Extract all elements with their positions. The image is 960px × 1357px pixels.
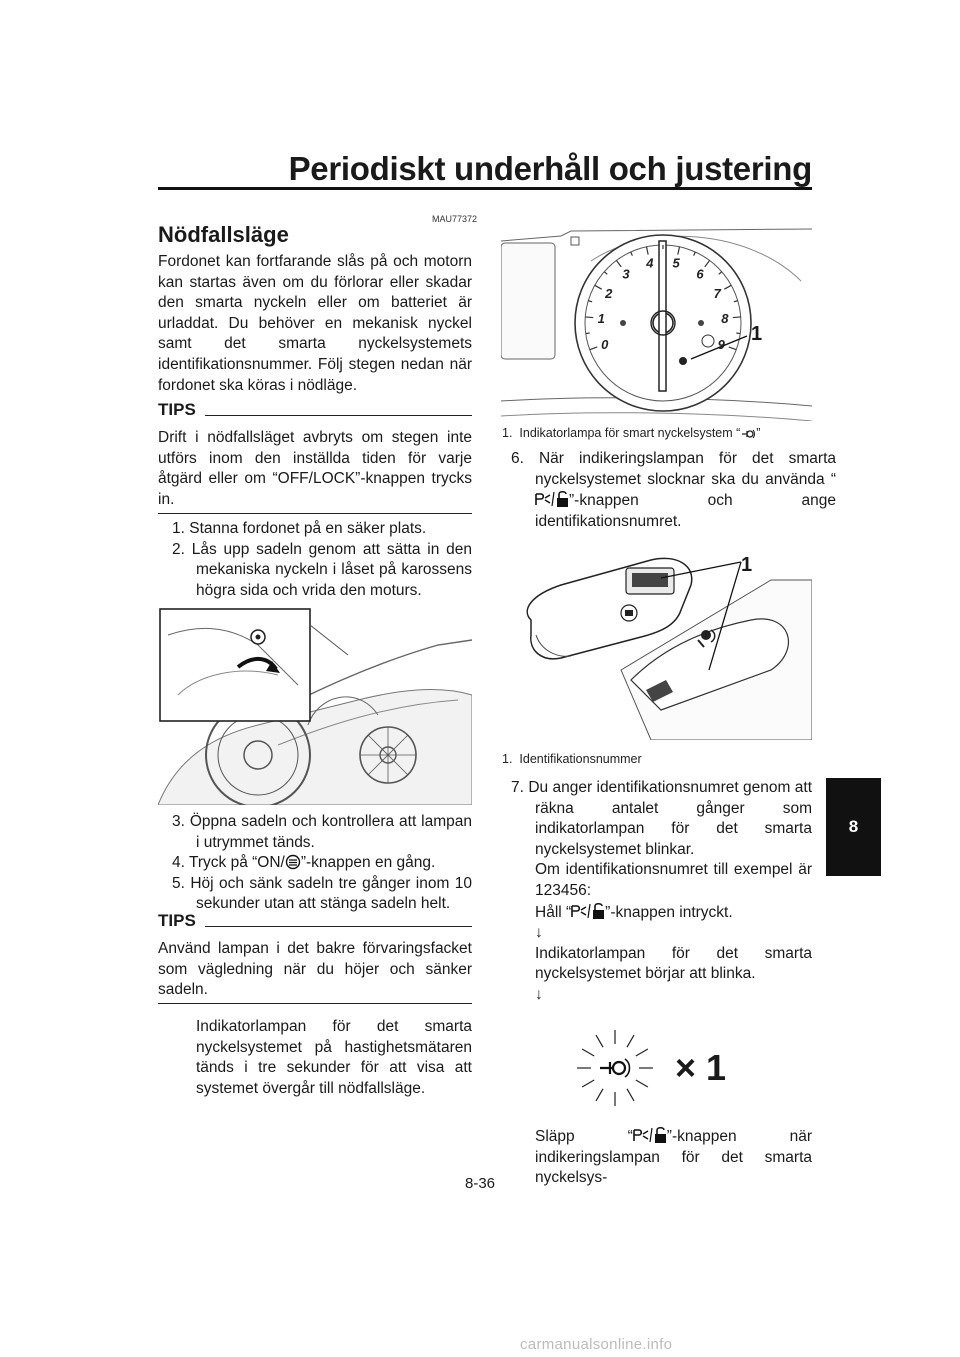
dial-number: 6	[696, 266, 704, 282]
blink-ray	[636, 1049, 648, 1056]
blink-ray	[582, 1049, 594, 1056]
steps-list-b	[172, 812, 472, 915]
intro-paragraph: Fordonet kan fortfarande slås på och motorn kan startas även om du förlorar eller skadar den smarta nyckeln eller om batteriet är urladdat. Du behöver en mekanisk nyckel samt det smarta nyckelsystemets identifikationsnummer. Följ stegen nedan när fordonet ska köras i nödläge.	[158, 253, 472, 394]
page-title: Periodiskt underhåll och justering	[288, 150, 812, 187]
step-item: 3. Öppna sadeln och kontrollera att lampan i utrymmet tänds.	[172, 813, 472, 851]
dial-tick	[586, 333, 590, 334]
step-item: 2. Lås upp sadeln genom att sätta in den mekaniska nyckeln i låset på karossens högra sida och vrida den moturs.	[172, 540, 472, 599]
blink-count: × 1	[675, 1047, 727, 1088]
down-arrow: ↓	[535, 924, 543, 942]
tips-rule-bottom-2	[158, 1003, 472, 1004]
blink-ray	[636, 1080, 648, 1087]
callout-number: 1	[741, 554, 753, 576]
tips-heading-2: TIPS	[158, 911, 196, 930]
tips-text-2: Använd lampan i det bakre förvaringsfacket som vägledning när du höjer och sänker sadeln.	[158, 940, 472, 999]
page-number: 8-36	[464, 1175, 496, 1192]
section-heading: Nödfallsläge	[158, 222, 289, 247]
dial-number: 2	[605, 286, 613, 302]
blink-ray	[627, 1035, 634, 1047]
blink-ray	[627, 1089, 634, 1101]
step-item: 4. Tryck på “ON/ ”-knappen en gång.	[172, 854, 436, 872]
tips-text-1: Drift i nödfallsläget avbryts om stegen inte utförs inom den inställda tiden för varje åtgärd eller om “OFF/LOCK”-knappen trycks in.	[158, 429, 472, 508]
figure-caption-key: 1. Identifikationsnummer	[502, 752, 642, 766]
dial-number: 5	[672, 255, 680, 271]
blink-rays-icon	[570, 1025, 660, 1115]
smart-key-indicator	[679, 357, 687, 365]
down-arrow: ↓	[535, 985, 543, 1003]
step-7-example: Om identifikationsnumret till exempel är 123456:	[535, 861, 812, 899]
step-7-hold: Håll “ ”-knappen intryckt.	[535, 903, 733, 921]
speed-dial	[575, 235, 751, 411]
step-7	[511, 778, 812, 1006]
dial-tick	[585, 317, 593, 318]
section-code: MAU77372	[432, 214, 478, 224]
title-rule	[158, 187, 812, 190]
step-6: 6. När indikeringslampan för det smarta nyckelsystemet slocknar ska du använda “ ”-knappen och ange identifikationsnumret.	[511, 450, 836, 530]
step-7-release: Släpp “ ”-knappen när indikeringslampan för det smarta nyckelsys-	[535, 1128, 812, 1187]
key-lock-button-icon	[535, 490, 569, 508]
dial-tick	[736, 333, 740, 334]
speedometer-illustration	[501, 211, 812, 421]
dial-number: 4	[646, 255, 654, 271]
callout-number: 1	[751, 323, 763, 345]
dial-number: 0	[601, 337, 609, 353]
tips-rule-bottom-1	[158, 513, 472, 514]
step-item: 1. Stanna fordonet på en säker plats.	[172, 520, 427, 537]
tips-rule-top-1	[205, 415, 472, 416]
figure-caption-dash: 1. Indikatorlampa för smart nyckelsystem “ ”	[502, 426, 761, 440]
exhaust-fan	[360, 727, 416, 783]
blink-ray	[596, 1035, 603, 1047]
tips-heading-1: TIPS	[158, 400, 196, 419]
blink-ray	[596, 1089, 603, 1101]
tips-rule-top-2	[205, 926, 472, 927]
key-lock-button-icon	[633, 1126, 667, 1144]
key-lock-button-icon	[571, 902, 605, 920]
smart-key-indicator-icon	[740, 428, 756, 440]
step-item: 5. Höj och sänk sadeln tre gånger inom 10 sekunder utan att stänga sadeln helt.	[172, 874, 472, 913]
blink-ray	[582, 1080, 594, 1087]
dial-tick	[733, 317, 741, 318]
smart-key-illustration	[501, 540, 812, 740]
dial-number: 9	[717, 337, 725, 353]
steps-list-a	[172, 519, 472, 601]
dial-number: 1	[597, 311, 605, 327]
watermark: carmanualsonline.info	[520, 1336, 673, 1353]
dial-number: 8	[721, 311, 729, 327]
chapter-tab: 8	[826, 778, 881, 876]
step-7-blink: Indikatorlampan för det smarta nyckelsystemet börjar att blinka.	[535, 944, 812, 983]
scooter-lock-illustration	[158, 605, 472, 805]
emergency-mode-note: Indikatorlampan för det smarta nyckelsystemet på hastighetsmätaren tänds i tre sekunder för att visa att systemet övergår till nödfallsläge.	[196, 1018, 472, 1097]
smart-key-button-icon	[285, 854, 301, 870]
dial-number: 7	[713, 286, 721, 302]
dial-number: 3	[622, 266, 630, 282]
step-7-text: 7. Du anger identifikationsnumret genom att räkna antalet gånger som indikatorlampan för det smarta nyckelsystemet blinkar.	[511, 779, 813, 858]
blinking-indicator-graphic	[570, 1025, 740, 1115]
